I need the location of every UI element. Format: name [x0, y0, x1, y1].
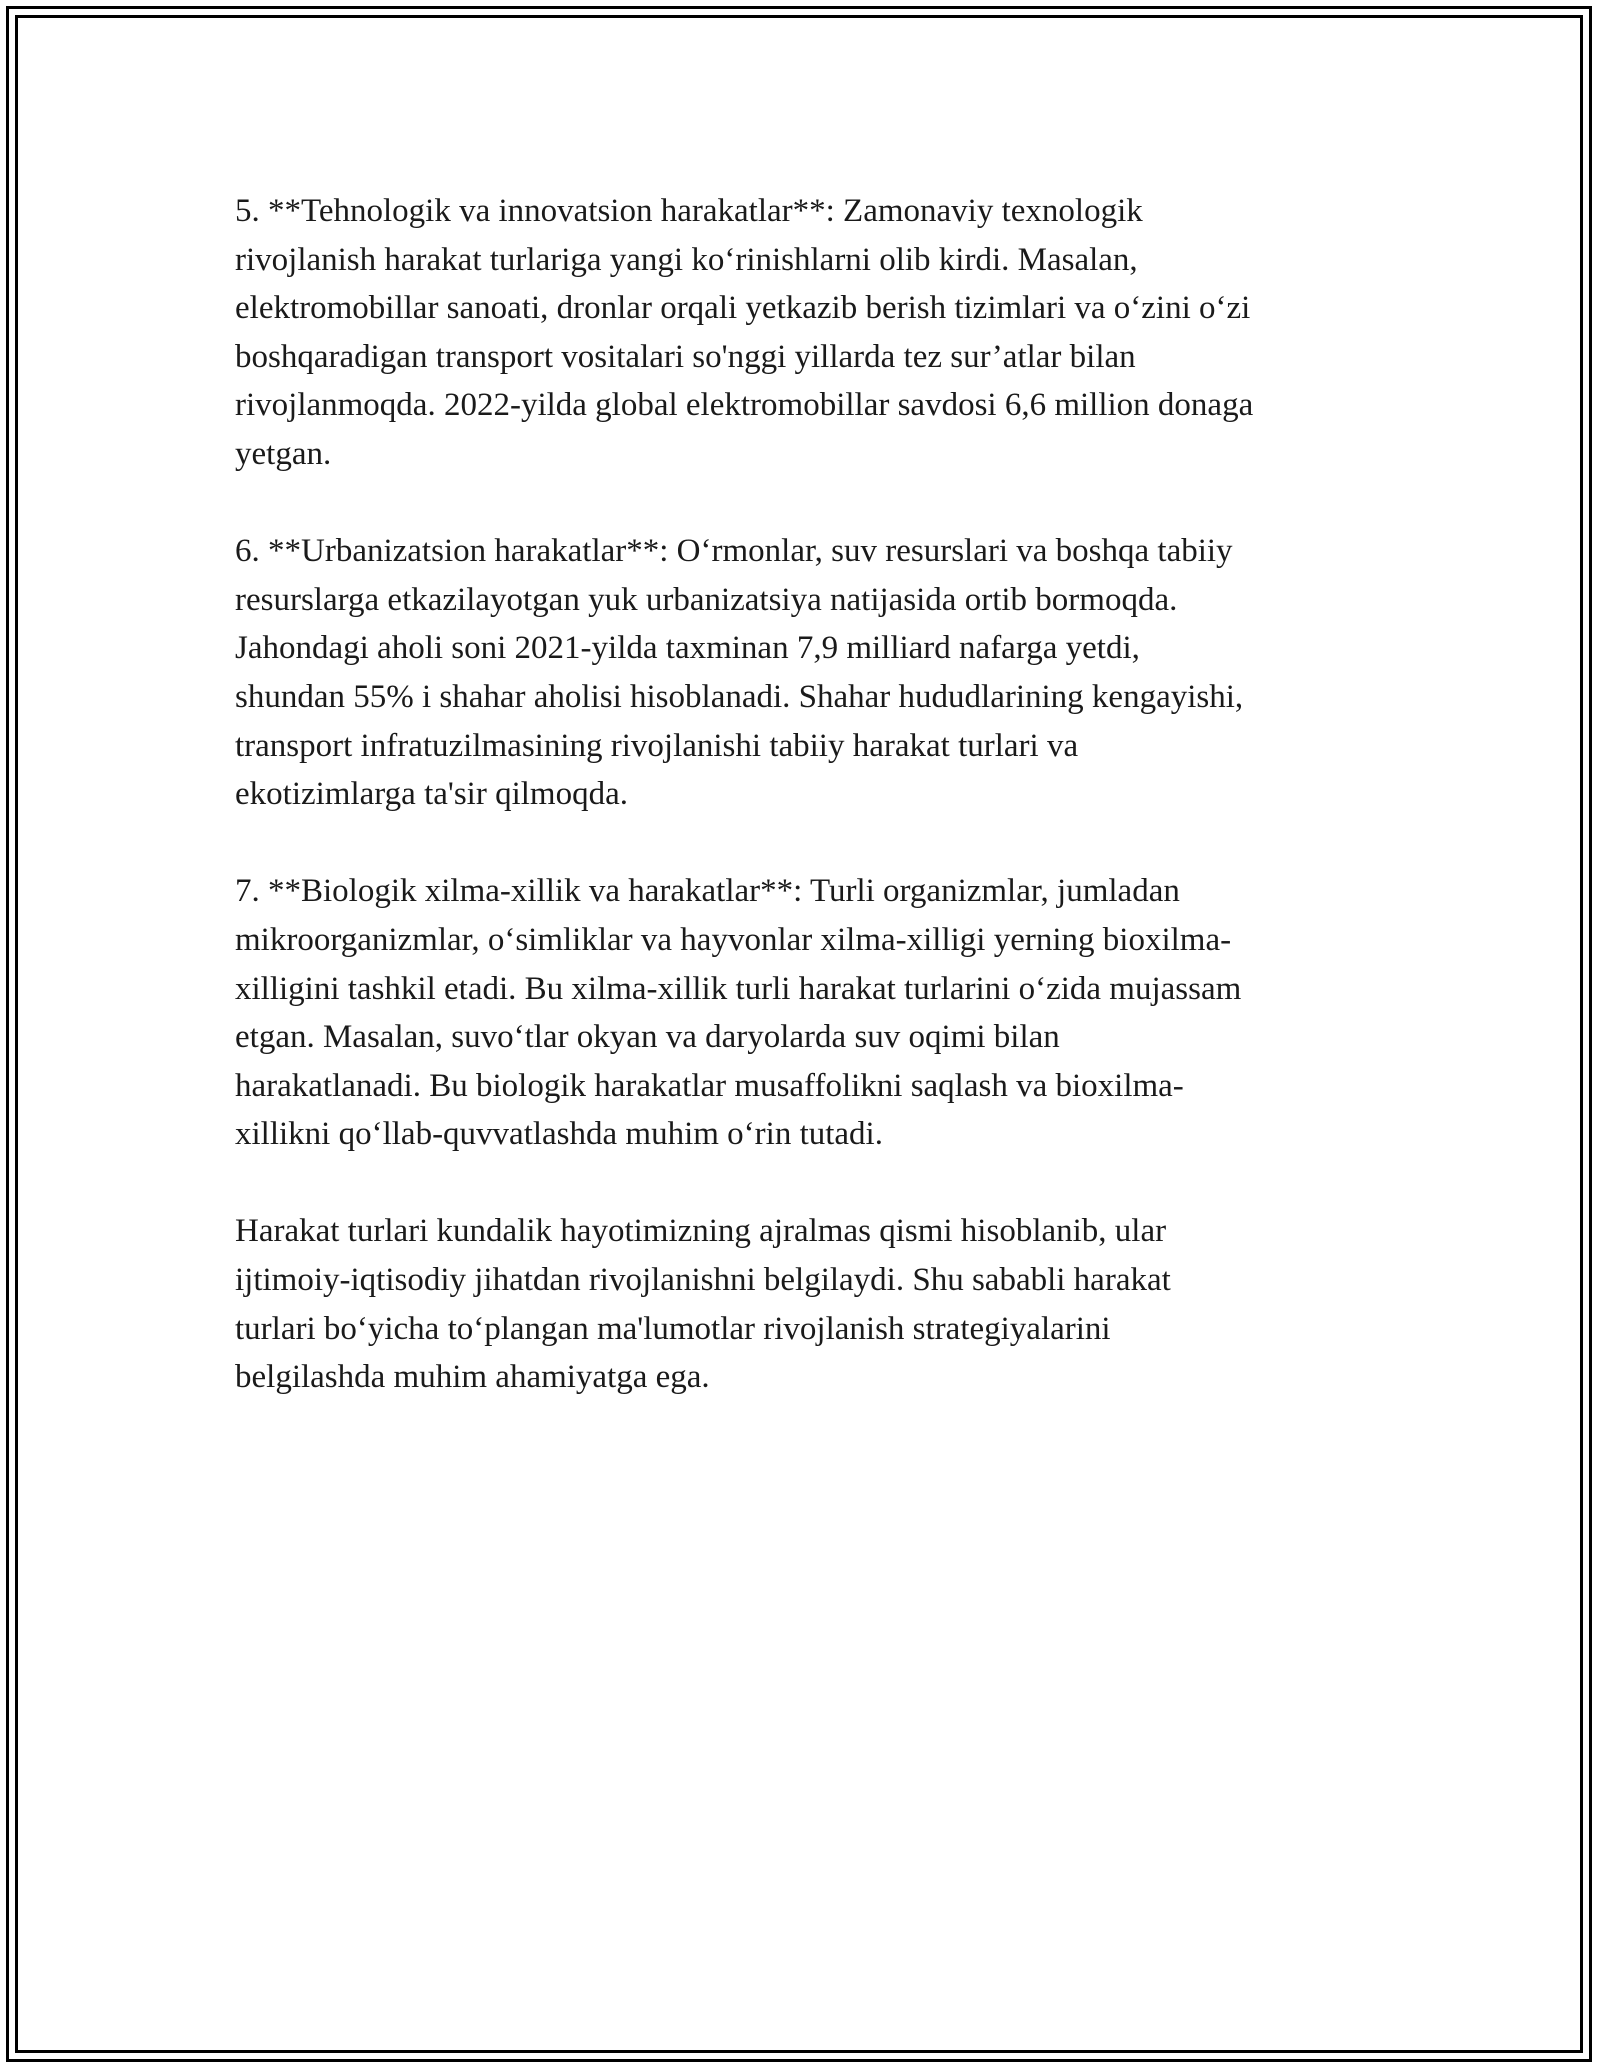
text-line: Harakat turlari kundalik hayotimizning ajralmas qismi hisoblanib, ular	[235, 1213, 1167, 1250]
text-line: rivojlanish harakat turlariga yangi ko‘rinishlarni olib kirdi. Masalan,	[235, 241, 1138, 278]
text-line: shundan 55% i shahar aholisi hisoblanadi. Shahar hududlarining kengayishi,	[235, 678, 1244, 715]
text-line: 5. **Tehnologik va innovatsion harakatlar**: Zamonaviy texnologik	[235, 193, 1143, 229]
text-line: turlari bo‘yicha to‘plangan ma'lumotlar rivojlanish strategiyalarini	[235, 1310, 1111, 1347]
text-line: etgan. Masalan, suvo‘tlar okyan va daryolarda suv oqimi bilan	[235, 1019, 1060, 1056]
text-line: 7. **Biologik xilma-xillik va harakatlar**: Turli organizmlar, jumladan	[235, 873, 1180, 910]
paragraph-technological-movements	[235, 187, 1375, 479]
paragraph-conclusion	[235, 1207, 1375, 1401]
text-line: belgilashda muhim ahamiyatga ega.	[235, 1359, 710, 1396]
text-line: ekotizimlarga ta'sir qilmoqda.	[235, 776, 628, 813]
text-line: yetgan.	[235, 435, 332, 472]
text-line: rivojlanmoqda. 2022-yilda global elektromobillar savdosi 6,6 million donaga	[235, 387, 1254, 424]
text-line: elektromobillar sanoati, dronlar orqali yetkazib berish tizimlari va o‘zini o‘zi	[235, 290, 1251, 327]
text-line: resurslarga etkazilayotgan yuk urbanizatsiya natijasida ortib bormoqda.	[235, 581, 1178, 618]
text-line: ijtimoiy-iqtisodiy jihatdan rivojlanishni belgilaydi. Shu sababli harakat	[235, 1262, 1171, 1299]
text-line: xillikni qo‘llab-quvvatlashda muhim o‘rin tutadi.	[235, 1116, 883, 1153]
text-line: xilligini tashkil etadi. Bu xilma-xillik turli harakat turlarini o‘zida mujassam	[235, 970, 1242, 1007]
paragraph-biodiversity-movements	[235, 867, 1375, 1159]
text-line: harakatlanadi. Bu biologik harakatlar musaffolikni saqlash va bioxilma-	[235, 1067, 1184, 1104]
text-line: 6. **Urbanizatsion harakatlar**: O‘rmonlar, suv resurslari va boshqa tabiiy	[235, 533, 1233, 570]
text-line: Jahondagi aholi soni 2021-yilda taxminan 7,9 milliard nafarga yetdi,	[235, 630, 1140, 667]
paragraph-urbanization-movements	[235, 527, 1375, 819]
text-line: mikroorganizmlar, o‘simliklar va hayvonlar xilma-xilligi yerning bioxilma-	[235, 921, 1232, 958]
text-line: transport infratuzilmasining rivojlanishi tabiiy harakat turlari va	[235, 727, 1079, 764]
document-body	[235, 187, 1375, 1450]
text-line: boshqaradigan transport vositalari so'nggi yillarda tez sur’atlar bilan	[235, 338, 1136, 375]
